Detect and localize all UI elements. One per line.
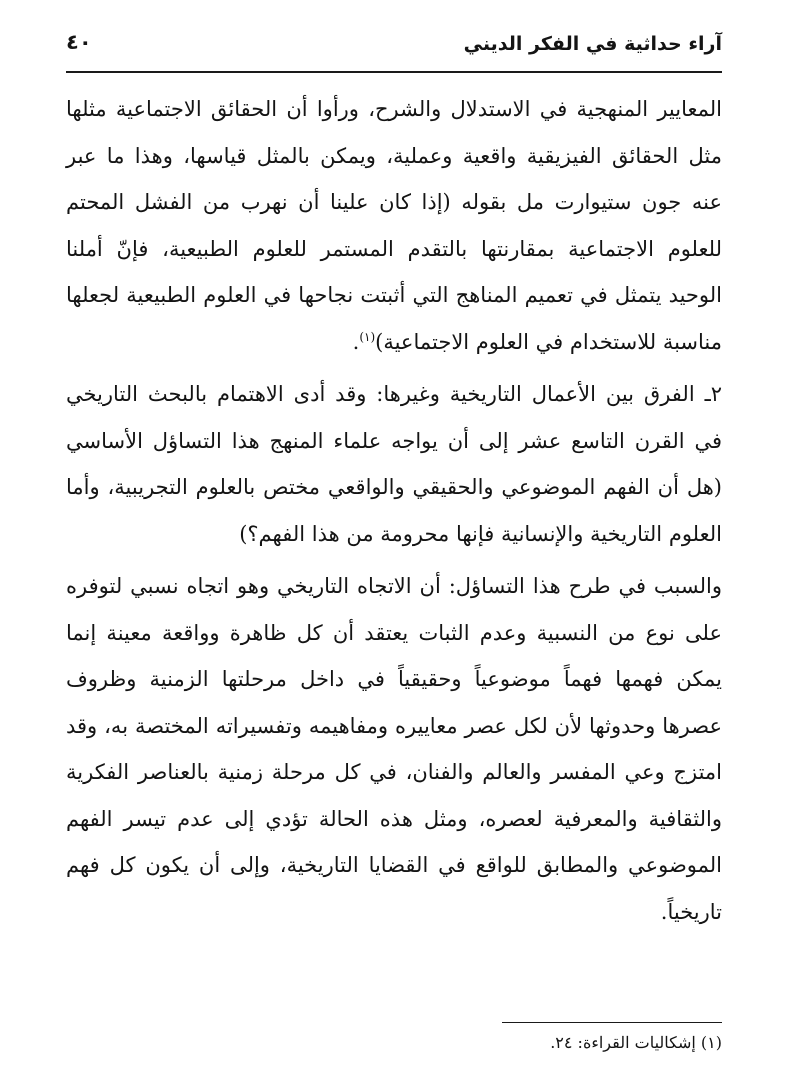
paragraph-1 [66,86,722,365]
running-header [66,26,722,66]
paragraph-2-text: ٢ـ الفرق بين الأعمال التاريخية وغيرها: وقد أدى الاهتمام بالبحث التاريخي في القرن التاسع عشر إلى أن يواجه علماء المنهج هذا التساؤل الأساسي (هل أن الفهم الموضوعي والحقيقي والواقعي مختص بالعلوم التجريبية، وأما العلوم التاريخية والإنسانية فإنها محرومة من هذا الفهم؟) [66,382,722,546]
paragraph-3 [66,563,722,935]
footnote-reference[interactable]: (١) [359,329,376,344]
paragraph-1-tail: . [352,329,360,354]
page-number: ٤٠ [66,30,92,54]
footnote: (١) إشكاليات القراءة: ٢٤. [550,1033,722,1052]
book-title: آراء حداثية في الفكر الديني [463,33,722,55]
paragraph-2 [66,371,722,557]
body-text [66,86,722,935]
paragraph-1-text: المعايير المنهجية في الاستدلال والشرح، ورأوا أن الحقائق الاجتماعية مثلها مثل الحقائق الفيزيقية واقعية وعملية، ويمكن بالمثل قياسها، وهذا ما عبر عنه جون ستيوارت مل بقوله (إذا كان علينا أن نهرب من الفشل المحتم للعلوم الاجتماعية بمقارنتها بالتقدم المستمر للعلوم الطبيعية، فإنّ أملنا الوحيد يتمثل في تعميم المناهج التي أثبتت نجاحها في العلوم الطبيعية لجعلها مناسبة للاستخدام في العلوم الاجتماعية) [66,97,722,354]
footnote-divider [502,1022,722,1023]
paragraph-3-text: والسبب في طرح هذا التساؤل: أن الاتجاه التاريخي وهو اتجاه نسبي لتوفره على نوع من النسبية وعدم الثبات يعتقد أن كل ظاهرة وواقعة معينة إنما يمكن فهمها فهماً موضوعياً وحقيقياً في داخل مرحلتها الزمنية وظروف عصرها وحدوثها لأن لكل عصر معاييره ومفاهيمه وتفسيراته المختصة به، وقد امتزج وعي المفسر والعالم والفنان، في كل مرحلة زمنية بالعناصر الفكرية والثقافية والمعرفية لعصره، ومثل هذه الحالة تؤدي إلى عدم تيسر الفهم الموضوعي والمطابق للواقع في القضايا التاريخية، وإلى أن يكون كل فهم تاريخياً. [66,574,722,924]
header-divider [66,71,722,73]
